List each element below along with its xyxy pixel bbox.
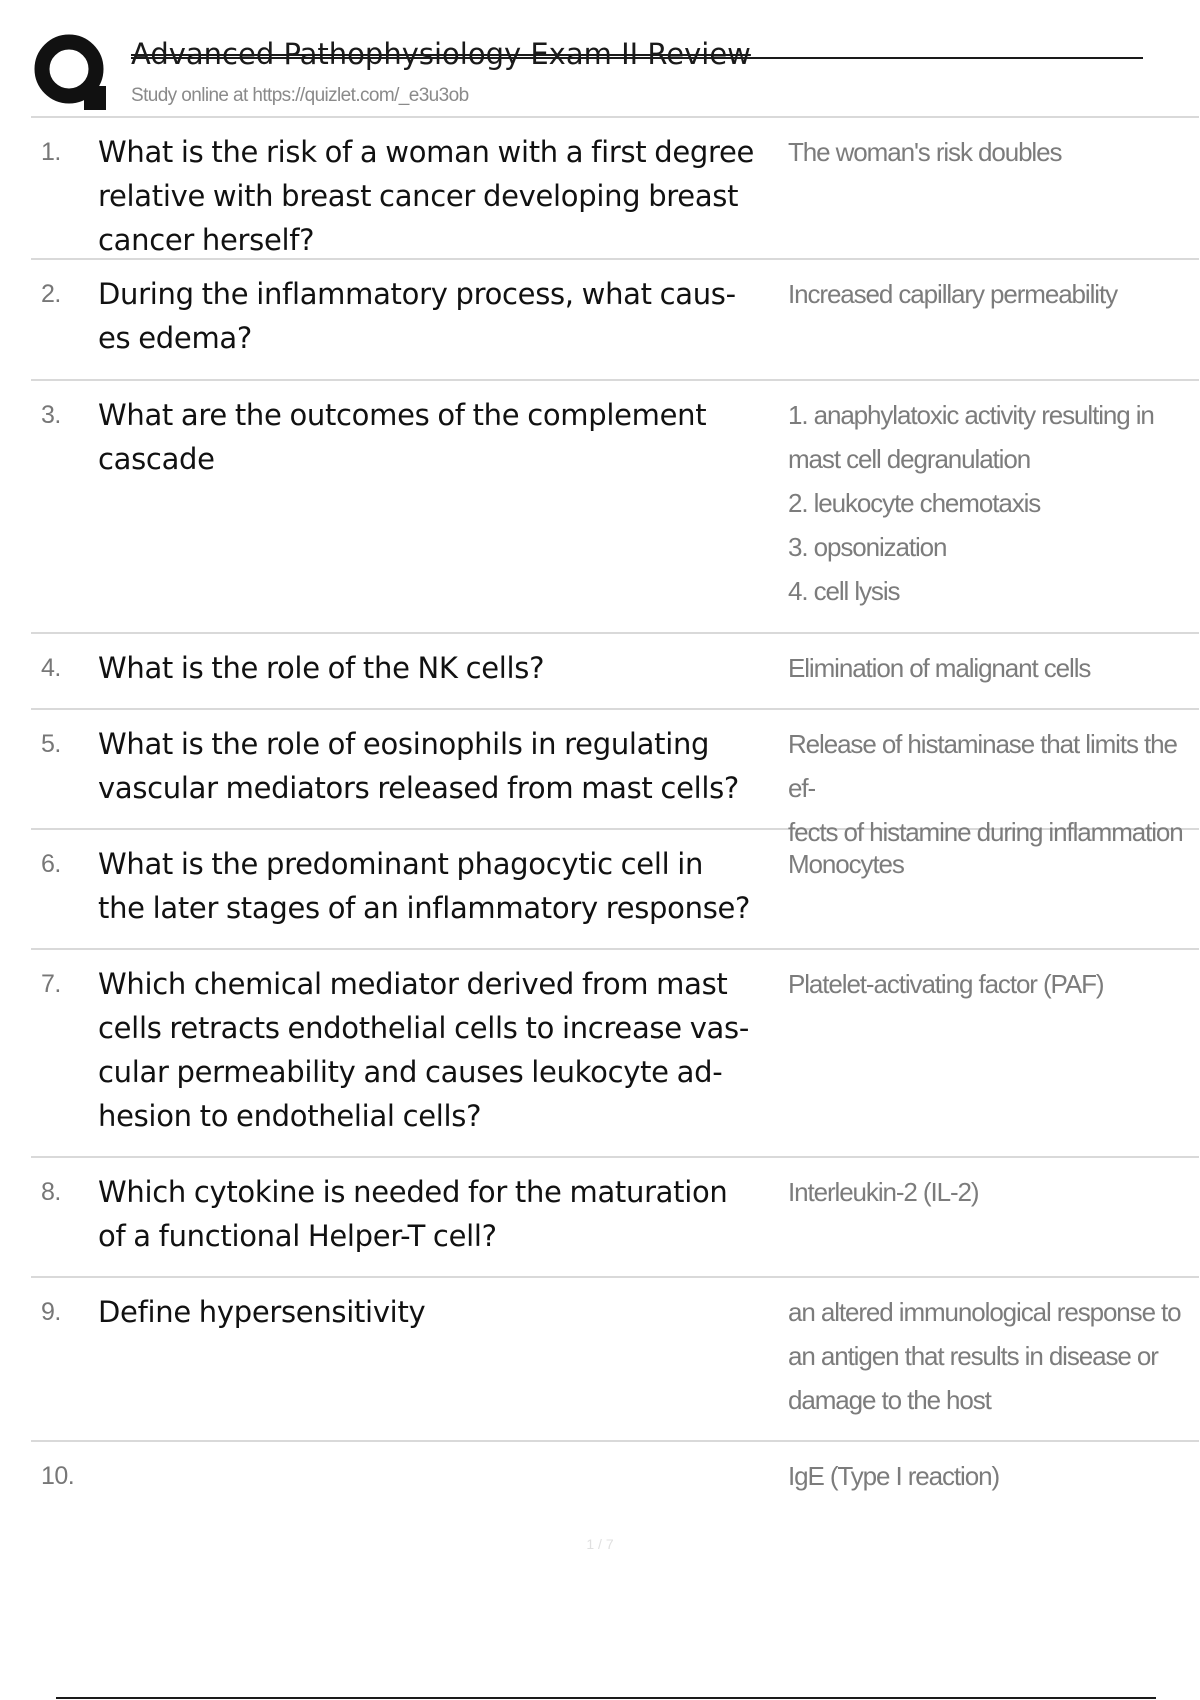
card-number: 9. — [41, 1298, 61, 1326]
card-definition: Release of histaminase that limits the ef- fects of histamine during inflammation — [788, 729, 1183, 847]
flashcard-row — [31, 118, 1199, 260]
card-number: 7. — [41, 970, 61, 998]
card-term: Define hypersensitivity — [98, 1295, 426, 1329]
flashcard-row — [31, 381, 1199, 634]
flashcard-row — [31, 260, 1199, 381]
card-definition: Elimination of malignant cells — [788, 653, 1091, 683]
card-term: What is the predominant phagocytic cell in the later stages of an inflammatory response? — [98, 847, 751, 925]
flashcard-row — [31, 830, 1199, 950]
card-number: 1. — [41, 138, 61, 166]
card-definition: Interleukin-2 (IL-2) — [788, 1177, 979, 1207]
card-number: 6. — [41, 850, 61, 878]
card-number: 5. — [41, 730, 61, 758]
card-term: What is the risk of a woman with a first degree relative with breast cancer developing breast cancer herself? — [98, 135, 755, 257]
card-number: 4. — [41, 654, 61, 682]
quizlet-q-icon — [32, 34, 112, 114]
card-definition: an altered immunological response to an antigen that results in disease or damage to the host — [788, 1297, 1181, 1415]
flashcard-row — [31, 1442, 1199, 1512]
page-number: 1 / 7 — [586, 1536, 614, 1552]
card-term: What are the outcomes of the complement cascade — [98, 398, 707, 476]
card-number: 8. — [41, 1178, 61, 1206]
card-definition: Platelet-activating factor (PAF) — [788, 969, 1104, 999]
card-term: What is the role of the NK cells? — [98, 651, 545, 685]
flashcard-list — [31, 118, 1199, 1512]
card-term: What is the role of eosinophils in regulating vascular mediators released from mast cells? — [98, 727, 740, 805]
bottom-rule — [56, 1697, 1156, 1699]
card-term: Which chemical mediator derived from mast cells retracts endothelial cells to increase vas- cular permeability and causes leukocyte ad- hesion to endothelial cells? — [98, 967, 750, 1133]
card-definition: Monocytes — [788, 849, 904, 879]
document-title: Advanced Pathophysiology Exam II Review — [131, 37, 751, 71]
card-term: During the inflammatory process, what caus- es edema? — [98, 277, 736, 355]
card-number: 2. — [41, 280, 61, 308]
flashcard-row — [31, 1158, 1199, 1278]
flashcard-row — [31, 950, 1199, 1158]
card-definition: 1. anaphylatoxic activity resulting in mast cell degranulation 2. leukocyte chemotaxis 3. opsonization 4. cell lysis — [788, 400, 1154, 606]
card-term: Which cytokine is needed for the maturation of a functional Helper-T cell? — [98, 1175, 728, 1253]
card-definition: The woman's risk doubles — [788, 137, 1062, 167]
title-rule — [131, 57, 1143, 59]
card-number: 3. — [41, 401, 61, 429]
card-definition: Increased capillary permeability — [788, 279, 1117, 309]
study-online-link[interactable]: Study online at https://quizlet.com/_e3u3ob — [131, 85, 469, 106]
card-number: 10. — [41, 1462, 75, 1490]
card-definition: IgE (Type I reaction) — [788, 1461, 1000, 1491]
flashcard-row — [31, 710, 1199, 847]
document-header — [0, 0, 1200, 118]
flashcard-row — [31, 634, 1199, 710]
flashcard-row — [31, 1278, 1199, 1442]
